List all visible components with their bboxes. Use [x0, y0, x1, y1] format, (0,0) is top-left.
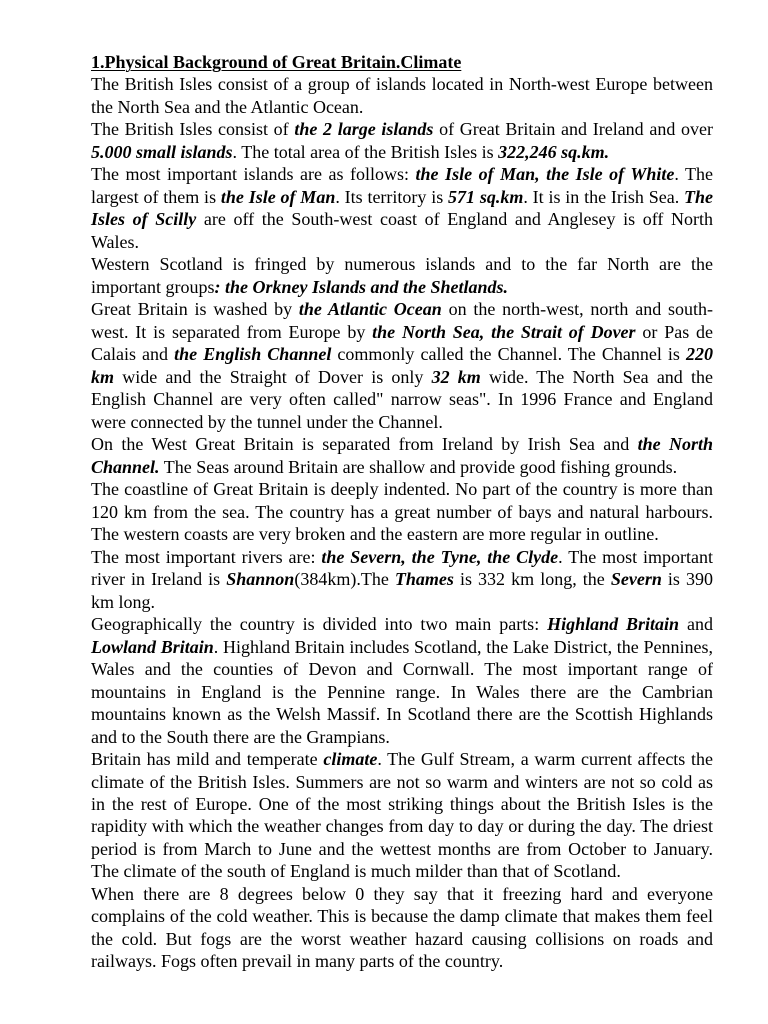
- emphasis-run: Severn: [610, 569, 662, 590]
- emphasis-run: the English Channel: [174, 344, 332, 365]
- emphasis-run: Shannon: [226, 569, 295, 590]
- paragraph-important-islands: [91, 163, 713, 253]
- text-run: On the West Great Britain is separated from Ireland by Irish Sea and: [91, 434, 638, 455]
- emphasis-run: Lowland Britain: [91, 636, 214, 657]
- text-run: . Its territory is: [335, 186, 449, 207]
- text-run: is 390 km long.: [91, 569, 714, 612]
- emphasis-run: 5.000 small islands: [91, 141, 233, 162]
- text-run: . The Gulf Stream, a warm current affects the climate of the British Isles. Summers are not so warm and winters are not so cold as in the rest of Europe. One of the most striking things about the British Isles is the rapidity with which the weather changes from day to day or during the day. The driest period is from March to June and the wettest months are from October to January. The climate of the south of England is much milder than that of Scotland.: [91, 749, 713, 882]
- text-run: wide. The North Sea and the English Channel are very often called" narrow seas". In 1996 France and England were connected by the tunnel under the Channel.: [91, 366, 713, 432]
- paragraph-irish-sea: [91, 433, 713, 478]
- text-run: The coastline of Great Britain is deeply indented. No part of the country is more than 120 km from the sea. The country has a great number of bays and natural harbours. The western coasts are very broken and the eastern are more regular in outline.: [91, 479, 713, 545]
- emphasis-run: the Atlantic Ocean: [298, 299, 442, 320]
- paragraph-location: [91, 73, 713, 118]
- text-run: of Great Britain and Ireland and over: [433, 119, 714, 140]
- text-run: . It is in the Irish Sea.: [523, 186, 685, 207]
- text-run: The Seas around Britain are shallow and provide good fishing grounds.: [159, 456, 678, 477]
- paragraph-climate: [91, 748, 713, 883]
- text-run: (384km).The: [294, 569, 395, 590]
- emphasis-run: 220 km: [91, 344, 713, 387]
- text-run: The most important rivers are:: [91, 546, 322, 567]
- paragraph-islands-count: [91, 118, 713, 163]
- text-run: Britain has mild and temperate: [91, 749, 324, 770]
- paragraph-rivers: [91, 546, 713, 613]
- paragraph-geography: [91, 613, 713, 748]
- text-run: commonly called the Channel. The Channel is: [331, 344, 686, 365]
- emphasis-run: the Isle of Man: [220, 186, 336, 207]
- text-run: are off the South-west coast of England and Anglesey is off North Wales.: [91, 209, 713, 252]
- emphasis-run: the 2 large islands: [294, 119, 434, 140]
- text-run: The British Isles consist of a group of islands located in North-west Europe between the North Sea and the Atlantic Ocean.: [91, 74, 713, 117]
- text-run: . The largest of them is: [91, 164, 713, 207]
- emphasis-run: the Severn, the Tyne, the Clyde: [321, 546, 559, 567]
- paragraph-seas: [91, 298, 713, 433]
- paragraph-coastline: [91, 478, 713, 545]
- emphasis-run: 571 sq.km: [448, 186, 524, 207]
- text-run: . The most important river in Ireland is: [91, 546, 714, 590]
- text-run: Geographically the country is divided into two main parts:: [91, 614, 548, 635]
- document-page: [91, 51, 713, 973]
- emphasis-run: climate: [323, 749, 378, 770]
- text-run: The British Isles consist of: [91, 119, 295, 140]
- document-title: 1.Physical Background of Great Britain.Climate: [91, 52, 462, 72]
- emphasis-run: the Isle of Man, the Isle of White: [415, 164, 675, 185]
- emphasis-run: 32 km: [431, 366, 481, 387]
- emphasis-run: The Isles of Scilly: [91, 186, 714, 230]
- text-run: is 332 km long, the: [453, 569, 611, 590]
- emphasis-run: Thames: [394, 569, 454, 590]
- text-run: The most important islands are as follows:: [91, 164, 416, 185]
- text-run: When there are 8 degrees below 0 they say that it freezing hard and everyone complains of the cold weather. This is because the damp climate that makes them feel the cold. But fogs are the worst weather hazard causing collisions on roads and railways. Fogs often prevail in many parts of the country.: [91, 883, 713, 972]
- paragraph-cold-weather: [91, 883, 713, 973]
- text-run: on the north-west, north and south-west. It is separated from Europe by: [91, 299, 713, 342]
- emphasis-run: : the Orkney Islands and the Shetlands.: [214, 276, 509, 297]
- text-run: or Pas de Calais and: [91, 321, 713, 365]
- emphasis-run: the North Channel.: [91, 434, 713, 477]
- text-run: Great Britain is washed by: [91, 299, 299, 320]
- emphasis-run: Highland Britain: [547, 614, 680, 635]
- text-run: Western Scotland is fringed by numerous islands and to the far North are the important groups: [91, 254, 713, 297]
- emphasis-run: 322,246 sq.km.: [498, 141, 610, 162]
- text-run: . Highland Britain includes Scotland, the Lake District, the Pennines, Wales and the counties of Devon and Cornwall. The most important range of mountains in England is the Pennine range. In Wales there are the Cambrian mountains known as the Welsh Massif. In Scotland there are the Scottish Highlands and to the South there are the Grampians.: [91, 636, 713, 747]
- text-run: and: [679, 614, 713, 635]
- paragraph-western-scotland: [91, 253, 713, 298]
- text-run: . The total area of the British Isles is: [232, 141, 499, 162]
- text-run: wide and the Straight of Dover is only: [114, 366, 432, 387]
- emphasis-run: the North Sea, the Strait of Dover: [372, 321, 636, 342]
